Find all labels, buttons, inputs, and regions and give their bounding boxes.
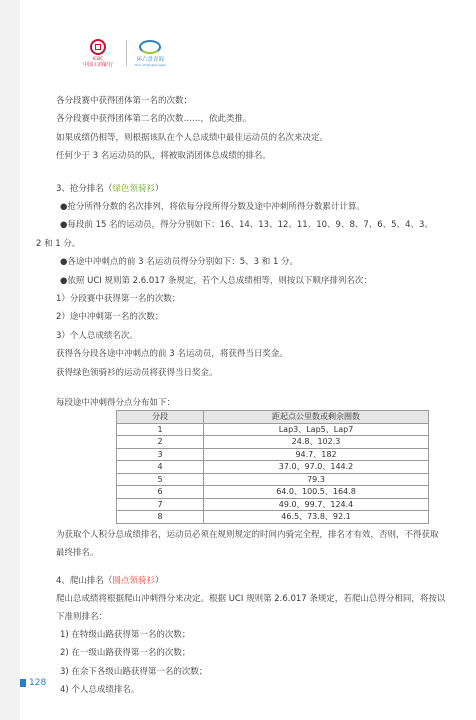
table-row [117,511,429,524]
paragraph: 获得绿色领骑衫的运动员将获得当日奖金。 [56,367,218,378]
column-header: 分段 [117,411,204,424]
numbered-item: 2）途中冲刺第一名的次数； [56,312,164,323]
header-divider [126,40,127,66]
icbc-logo [78,39,118,68]
stage-cell: 5 [117,473,204,486]
sprint-points-table [116,410,429,524]
bullet-item: ●每段前 15 名的运动员，得分分别如下：16、14、13、12、11、10、9、8、7、6、5、4、3、 [60,220,433,231]
stage-cell: 7 [117,498,204,511]
numbered-item: 4) 个人总成绩排名。 [60,685,140,696]
stage-cell: 8 [117,511,204,524]
column-header: 距起点公里数或剩余圈数 [204,411,429,424]
table-row [117,473,429,486]
bullet-item: ●各途中冲刺点的前 3 名运动员得分分别如下：5、3 和 1 分。 [60,257,299,268]
distance-cell: 37.0、97.0、144.2 [204,461,429,474]
numbered-item: 3）个人总成绩名次。 [56,330,138,341]
bullet-item: ●抢分所得分数的名次排列，将依每分段所得分数及途中冲刺所得分数累计计算。 [60,202,365,213]
paragraph: 如果成绩仍相等，则根据该队在个人总成绩中最佳运动员的名次来决定。 [56,132,329,143]
heading-text: ） [154,183,164,194]
dot-jersey-label: 圆点领骑衫 [112,575,155,586]
heading-text: ） [154,575,164,586]
page-marker-icon [20,679,26,687]
page-number [20,678,46,688]
table-header-row [117,411,429,424]
paragraph: 各分段赛中获得团体第二名的次数……，依此类推。 [56,114,252,125]
race-mark-icon [139,40,161,54]
table-row [117,448,429,461]
numbered-item: 1）分段赛中获得第一名的次数； [56,294,181,305]
icbc-mark-icon [90,39,106,55]
race-logo [135,40,166,67]
distance-cell: 79.3 [204,473,429,486]
stage-cell: 4 [117,461,204,474]
stage-cell: 1 [117,423,204,436]
paragraph: 任何少于 3 名运动员的队，将被取消团体总成绩的排名。 [56,151,271,162]
page-number-text: 128 [29,678,47,688]
distance-cell: Lap3、Lap5、Lap7 [204,423,429,436]
section-heading-climbing [46,572,446,590]
bullet-item-continued: 2 和 1 分。 [36,238,81,249]
bank-name: 中国工商银行 [82,61,113,68]
race-subtitle: Tour of Qinghai Lake [135,62,166,67]
race-name: 环六盘青海 [136,56,165,63]
table-row [117,423,429,436]
numbered-item: 3) 在余下各级山路获得第一名的次数； [60,666,208,677]
table-row [117,498,429,511]
paragraph: 获得各分段各途中冲刺点的前 3 名运动员，将获得当日奖金。 [56,349,288,360]
paragraph: 各分段赛中获得团体第一名的次数； [56,96,193,106]
stage-cell: 3 [117,448,204,461]
paragraph: 爬山总成绩将根据爬山冲刺得分来决定。根据 UCI 规则第 2.6.017 条规定，若爬山总得分相同，将按以下准则排名： [56,594,446,622]
page-edge-strip [0,0,20,720]
distance-cell: 46.5、73.8、92.1 [204,511,429,524]
bullet-item: ●依照 UCI 规则第 2.6.017 条规定，若个人总成绩相等，则按以下顺序排列名次： [60,275,372,286]
distance-cell: 94.7、182 [204,448,429,461]
distance-cell: 24.8、102.3 [204,436,429,449]
numbered-item: 2) 在一级山路获得第一名的次数； [60,648,191,659]
stage-cell: 2 [117,436,204,449]
table-row [117,436,429,449]
green-jersey-label: 绿色领骑衫 [112,183,155,194]
stage-cell: 6 [117,486,204,499]
distance-cell: 49.0、99.7、124.4 [204,498,429,511]
table-row [117,461,429,474]
icbc-logo-text: ICBC [92,55,104,61]
page-header [78,38,166,68]
numbered-item: 1) 在特级山路获得第一名的次数； [60,630,191,640]
heading-text: 4、爬山排名（ [56,575,113,586]
heading-text: 3、抢分排名（ [56,183,113,194]
section-heading-points [46,180,446,198]
paragraph: 为获取个人积分总成绩排名，运动员必须在规则规定的时间内骑完全程，排名才有效，否则，不得获取最终排名。 [56,529,439,558]
table-intro: 每段途中冲刺得分点分布如下： [56,398,176,409]
table-row [117,486,429,499]
distance-cell: 64.0、100.5、164.8 [204,486,429,499]
